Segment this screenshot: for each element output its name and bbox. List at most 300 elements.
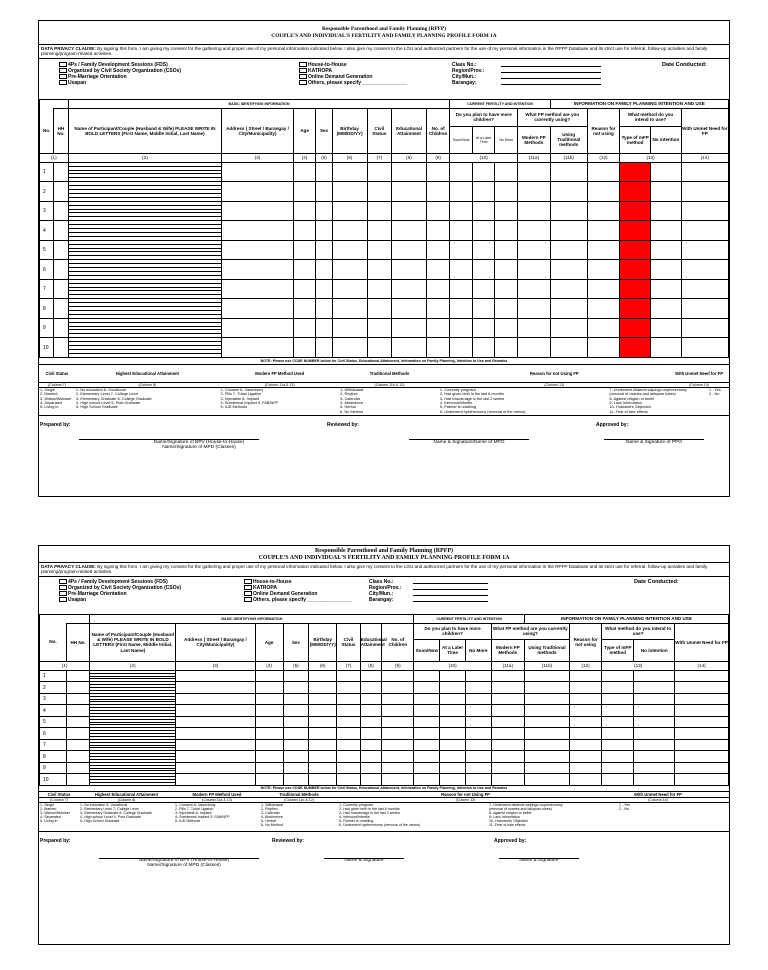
checkbox[interactable] xyxy=(59,585,67,590)
table-cell[interactable] xyxy=(66,670,90,682)
table-cell[interactable] xyxy=(360,739,381,751)
table-cell[interactable] xyxy=(681,299,728,319)
table-cell[interactable] xyxy=(382,682,414,694)
table-cell[interactable] xyxy=(283,705,309,717)
table-cell[interactable] xyxy=(367,338,392,358)
table-cell[interactable] xyxy=(634,728,675,740)
table-cell[interactable] xyxy=(332,182,367,202)
table-cell[interactable] xyxy=(316,240,332,260)
table-cell[interactable] xyxy=(675,751,729,763)
checkbox[interactable] xyxy=(299,80,307,85)
table-cell[interactable] xyxy=(332,221,367,241)
mfp-method-cell[interactable] xyxy=(620,338,651,358)
table-cell[interactable] xyxy=(651,279,682,299)
table-cell[interactable] xyxy=(392,201,427,221)
checkbox[interactable] xyxy=(59,579,67,584)
table-cell[interactable] xyxy=(332,240,367,260)
table-cell[interactable] xyxy=(309,693,337,705)
session-option[interactable] xyxy=(244,597,352,603)
table-cell[interactable] xyxy=(517,260,550,280)
table-cell[interactable] xyxy=(293,299,316,319)
table-cell[interactable] xyxy=(54,162,68,182)
table-cell[interactable] xyxy=(337,716,361,728)
table-cell[interactable] xyxy=(570,739,602,751)
mfp-method-cell[interactable] xyxy=(620,260,651,280)
table-cell[interactable] xyxy=(255,751,283,763)
table-cell[interactable] xyxy=(426,162,450,182)
table-cell[interactable] xyxy=(66,739,90,751)
table-cell[interactable] xyxy=(550,240,587,260)
table-cell[interactable] xyxy=(414,762,440,774)
table-cell[interactable] xyxy=(360,762,381,774)
table-cell[interactable] xyxy=(222,182,294,202)
table-cell[interactable] xyxy=(524,705,569,717)
table-cell[interactable] xyxy=(524,670,569,682)
table-cell[interactable] xyxy=(517,279,550,299)
participant-name-cell[interactable] xyxy=(68,260,222,280)
table-cell[interactable] xyxy=(382,751,414,763)
table-cell[interactable] xyxy=(316,221,332,241)
table-cell[interactable] xyxy=(293,221,316,241)
location-input-line[interactable] xyxy=(501,74,601,79)
table-cell[interactable] xyxy=(634,716,675,728)
table-cell[interactable] xyxy=(392,240,427,260)
table-cell[interactable] xyxy=(360,670,381,682)
participant-name-cell[interactable] xyxy=(68,162,222,182)
table-cell[interactable] xyxy=(651,338,682,358)
location-input-line[interactable] xyxy=(413,597,488,602)
table-cell[interactable] xyxy=(550,338,587,358)
table-cell[interactable] xyxy=(491,716,524,728)
table-cell[interactable] xyxy=(472,201,495,221)
table-cell[interactable] xyxy=(222,318,294,338)
participant-name-cell[interactable] xyxy=(68,221,222,241)
table-cell[interactable] xyxy=(602,716,634,728)
mfp-method-cell[interactable] xyxy=(620,162,651,182)
table-cell[interactable] xyxy=(222,221,294,241)
table-cell[interactable] xyxy=(222,260,294,280)
table-cell[interactable] xyxy=(283,670,309,682)
table-cell[interactable] xyxy=(426,318,450,338)
table-cell[interactable] xyxy=(587,201,620,221)
table-cell[interactable] xyxy=(222,201,294,221)
table-cell[interactable] xyxy=(587,260,620,280)
table-cell[interactable] xyxy=(472,338,495,358)
table-cell[interactable] xyxy=(602,682,634,694)
table-cell[interactable] xyxy=(392,260,427,280)
table-cell[interactable] xyxy=(450,338,473,358)
table-cell[interactable] xyxy=(495,240,518,260)
table-cell[interactable] xyxy=(450,221,473,241)
table-cell[interactable] xyxy=(54,299,68,319)
table-cell[interactable] xyxy=(332,318,367,338)
table-cell[interactable] xyxy=(634,670,675,682)
table-cell[interactable] xyxy=(316,201,332,221)
table-cell[interactable] xyxy=(332,338,367,358)
table-cell[interactable] xyxy=(54,201,68,221)
table-cell[interactable] xyxy=(66,774,90,786)
table-cell[interactable] xyxy=(550,221,587,241)
table-cell[interactable] xyxy=(450,182,473,202)
table-cell[interactable] xyxy=(382,716,414,728)
table-cell[interactable] xyxy=(681,240,728,260)
table-cell[interactable] xyxy=(440,682,466,694)
table-cell[interactable] xyxy=(440,774,466,786)
table-cell[interactable] xyxy=(517,201,550,221)
participant-name-cell[interactable] xyxy=(90,751,176,763)
participant-name-cell[interactable] xyxy=(68,182,222,202)
table-cell[interactable] xyxy=(176,751,255,763)
table-cell[interactable] xyxy=(651,299,682,319)
table-cell[interactable] xyxy=(54,260,68,280)
table-cell[interactable] xyxy=(634,682,675,694)
participant-name-cell[interactable] xyxy=(90,774,176,786)
checkbox[interactable] xyxy=(59,80,67,85)
table-cell[interactable] xyxy=(382,774,414,786)
table-cell[interactable] xyxy=(283,716,309,728)
table-cell[interactable] xyxy=(681,260,728,280)
table-cell[interactable] xyxy=(293,338,316,358)
table-cell[interactable] xyxy=(337,693,361,705)
table-cell[interactable] xyxy=(587,279,620,299)
table-cell[interactable] xyxy=(550,299,587,319)
table-cell[interactable] xyxy=(332,201,367,221)
table-cell[interactable] xyxy=(367,221,392,241)
table-cell[interactable] xyxy=(440,762,466,774)
table-cell[interactable] xyxy=(472,182,495,202)
table-cell[interactable] xyxy=(283,751,309,763)
table-cell[interactable] xyxy=(517,338,550,358)
table-cell[interactable] xyxy=(255,682,283,694)
table-cell[interactable] xyxy=(472,279,495,299)
table-cell[interactable] xyxy=(382,670,414,682)
table-cell[interactable] xyxy=(495,221,518,241)
table-cell[interactable] xyxy=(293,240,316,260)
table-cell[interactable] xyxy=(392,338,427,358)
table-cell[interactable] xyxy=(426,338,450,358)
checkbox[interactable] xyxy=(299,74,307,79)
table-cell[interactable] xyxy=(517,221,550,241)
table-cell[interactable] xyxy=(332,260,367,280)
table-cell[interactable] xyxy=(550,162,587,182)
table-cell[interactable] xyxy=(450,318,473,338)
table-cell[interactable] xyxy=(465,693,491,705)
location-input-line[interactable] xyxy=(413,591,488,596)
table-cell[interactable] xyxy=(316,279,332,299)
table-cell[interactable] xyxy=(392,279,427,299)
table-cell[interactable] xyxy=(517,162,550,182)
table-cell[interactable] xyxy=(651,182,682,202)
table-cell[interactable] xyxy=(472,299,495,319)
table-cell[interactable] xyxy=(465,682,491,694)
table-cell[interactable] xyxy=(337,670,361,682)
table-cell[interactable] xyxy=(382,739,414,751)
table-cell[interactable] xyxy=(392,182,427,202)
table-cell[interactable] xyxy=(176,682,255,694)
table-cell[interactable] xyxy=(283,682,309,694)
table-cell[interactable] xyxy=(222,240,294,260)
mfp-method-cell[interactable] xyxy=(620,318,651,338)
table-cell[interactable] xyxy=(570,728,602,740)
table-cell[interactable] xyxy=(414,705,440,717)
table-cell[interactable] xyxy=(634,751,675,763)
table-cell[interactable] xyxy=(472,162,495,182)
table-cell[interactable] xyxy=(450,240,473,260)
table-cell[interactable] xyxy=(316,182,332,202)
participant-name-cell[interactable] xyxy=(68,279,222,299)
table-cell[interactable] xyxy=(309,728,337,740)
table-cell[interactable] xyxy=(675,716,729,728)
checkbox[interactable] xyxy=(59,68,67,73)
table-cell[interactable] xyxy=(634,705,675,717)
table-cell[interactable] xyxy=(293,201,316,221)
checkbox[interactable] xyxy=(299,68,307,73)
checkbox[interactable] xyxy=(244,579,252,584)
table-cell[interactable] xyxy=(491,774,524,786)
table-cell[interactable] xyxy=(316,338,332,358)
table-cell[interactable] xyxy=(602,693,634,705)
table-cell[interactable] xyxy=(550,260,587,280)
table-cell[interactable] xyxy=(651,240,682,260)
table-cell[interactable] xyxy=(316,162,332,182)
participant-name-cell[interactable] xyxy=(90,705,176,717)
table-cell[interactable] xyxy=(491,682,524,694)
participant-name-cell[interactable] xyxy=(68,240,222,260)
table-cell[interactable] xyxy=(392,299,427,319)
table-cell[interactable] xyxy=(54,338,68,358)
table-cell[interactable] xyxy=(176,693,255,705)
table-cell[interactable] xyxy=(651,162,682,182)
table-cell[interactable] xyxy=(392,221,427,241)
table-cell[interactable] xyxy=(550,279,587,299)
table-cell[interactable] xyxy=(316,318,332,338)
location-input-line[interactable] xyxy=(501,62,601,67)
table-cell[interactable] xyxy=(634,739,675,751)
table-cell[interactable] xyxy=(495,260,518,280)
table-cell[interactable] xyxy=(222,279,294,299)
table-cell[interactable] xyxy=(337,774,361,786)
table-cell[interactable] xyxy=(517,182,550,202)
table-cell[interactable] xyxy=(309,762,337,774)
table-cell[interactable] xyxy=(414,716,440,728)
table-cell[interactable] xyxy=(309,739,337,751)
table-cell[interactable] xyxy=(426,279,450,299)
table-cell[interactable] xyxy=(414,774,440,786)
table-cell[interactable] xyxy=(414,682,440,694)
table-cell[interactable] xyxy=(681,338,728,358)
table-cell[interactable] xyxy=(255,739,283,751)
table-cell[interactable] xyxy=(66,705,90,717)
table-cell[interactable] xyxy=(54,221,68,241)
table-cell[interactable] xyxy=(550,182,587,202)
table-cell[interactable] xyxy=(367,260,392,280)
table-cell[interactable] xyxy=(570,705,602,717)
table-cell[interactable] xyxy=(450,201,473,221)
table-cell[interactable] xyxy=(283,762,309,774)
table-cell[interactable] xyxy=(681,182,728,202)
table-cell[interactable] xyxy=(472,318,495,338)
table-cell[interactable] xyxy=(517,318,550,338)
table-cell[interactable] xyxy=(337,762,361,774)
table-cell[interactable] xyxy=(309,682,337,694)
table-cell[interactable] xyxy=(524,774,569,786)
participant-name-cell[interactable] xyxy=(90,728,176,740)
table-cell[interactable] xyxy=(465,739,491,751)
location-input-line[interactable] xyxy=(413,579,488,584)
table-cell[interactable] xyxy=(681,162,728,182)
table-cell[interactable] xyxy=(570,693,602,705)
mfp-method-cell[interactable] xyxy=(620,182,651,202)
checkbox[interactable] xyxy=(59,62,67,67)
table-cell[interactable] xyxy=(524,693,569,705)
table-cell[interactable] xyxy=(255,728,283,740)
table-cell[interactable] xyxy=(602,728,634,740)
table-cell[interactable] xyxy=(440,693,466,705)
table-cell[interactable] xyxy=(524,682,569,694)
table-cell[interactable] xyxy=(465,670,491,682)
table-cell[interactable] xyxy=(440,728,466,740)
table-cell[interactable] xyxy=(426,260,450,280)
table-cell[interactable] xyxy=(360,751,381,763)
checkbox[interactable] xyxy=(59,597,67,602)
table-cell[interactable] xyxy=(675,739,729,751)
table-cell[interactable] xyxy=(472,221,495,241)
table-cell[interactable] xyxy=(426,221,450,241)
table-cell[interactable] xyxy=(491,705,524,717)
table-cell[interactable] xyxy=(176,774,255,786)
table-cell[interactable] xyxy=(426,201,450,221)
table-cell[interactable] xyxy=(360,682,381,694)
table-cell[interactable] xyxy=(337,682,361,694)
mfp-method-cell[interactable] xyxy=(620,279,651,299)
table-cell[interactable] xyxy=(176,705,255,717)
participant-name-cell[interactable] xyxy=(90,670,176,682)
table-cell[interactable] xyxy=(316,299,332,319)
checkbox[interactable] xyxy=(244,591,252,596)
table-cell[interactable] xyxy=(495,299,518,319)
table-cell[interactable] xyxy=(587,299,620,319)
table-cell[interactable] xyxy=(337,739,361,751)
table-cell[interactable] xyxy=(681,201,728,221)
table-cell[interactable] xyxy=(681,318,728,338)
table-cell[interactable] xyxy=(414,670,440,682)
table-cell[interactable] xyxy=(66,751,90,763)
table-cell[interactable] xyxy=(367,299,392,319)
table-cell[interactable] xyxy=(495,318,518,338)
table-cell[interactable] xyxy=(337,728,361,740)
table-cell[interactable] xyxy=(293,182,316,202)
table-cell[interactable] xyxy=(293,260,316,280)
table-cell[interactable] xyxy=(570,762,602,774)
table-cell[interactable] xyxy=(524,716,569,728)
table-cell[interactable] xyxy=(450,260,473,280)
table-cell[interactable] xyxy=(491,762,524,774)
table-cell[interactable] xyxy=(587,182,620,202)
table-cell[interactable] xyxy=(382,762,414,774)
table-cell[interactable] xyxy=(414,739,440,751)
table-cell[interactable] xyxy=(255,693,283,705)
location-input-line[interactable] xyxy=(501,80,601,85)
table-cell[interactable] xyxy=(524,751,569,763)
table-cell[interactable] xyxy=(332,279,367,299)
table-cell[interactable] xyxy=(176,762,255,774)
table-cell[interactable] xyxy=(309,670,337,682)
table-cell[interactable] xyxy=(414,693,440,705)
table-cell[interactable] xyxy=(651,260,682,280)
table-cell[interactable] xyxy=(524,739,569,751)
table-cell[interactable] xyxy=(602,739,634,751)
table-cell[interactable] xyxy=(495,338,518,358)
table-cell[interactable] xyxy=(491,693,524,705)
session-option[interactable] xyxy=(59,80,181,86)
table-cell[interactable] xyxy=(491,739,524,751)
table-cell[interactable] xyxy=(570,716,602,728)
location-field[interactable] xyxy=(452,80,601,86)
participant-name-cell[interactable] xyxy=(90,716,176,728)
table-cell[interactable] xyxy=(255,762,283,774)
table-cell[interactable] xyxy=(675,693,729,705)
table-cell[interactable] xyxy=(465,751,491,763)
table-cell[interactable] xyxy=(54,240,68,260)
table-cell[interactable] xyxy=(495,182,518,202)
table-cell[interactable] xyxy=(587,162,620,182)
table-cell[interactable] xyxy=(222,299,294,319)
table-cell[interactable] xyxy=(360,728,381,740)
checkbox[interactable] xyxy=(244,585,252,590)
mfp-method-cell[interactable] xyxy=(620,299,651,319)
table-cell[interactable] xyxy=(517,240,550,260)
checkbox[interactable] xyxy=(244,597,252,602)
table-cell[interactable] xyxy=(426,299,450,319)
table-cell[interactable] xyxy=(440,705,466,717)
table-cell[interactable] xyxy=(293,318,316,338)
table-cell[interactable] xyxy=(675,762,729,774)
session-option[interactable] xyxy=(299,80,407,86)
table-cell[interactable] xyxy=(440,739,466,751)
table-cell[interactable] xyxy=(587,221,620,241)
table-cell[interactable] xyxy=(495,279,518,299)
table-cell[interactable] xyxy=(309,774,337,786)
table-cell[interactable] xyxy=(360,774,381,786)
table-cell[interactable] xyxy=(550,318,587,338)
table-cell[interactable] xyxy=(495,162,518,182)
table-cell[interactable] xyxy=(602,774,634,786)
table-cell[interactable] xyxy=(634,762,675,774)
table-cell[interactable] xyxy=(367,182,392,202)
table-cell[interactable] xyxy=(491,670,524,682)
table-cell[interactable] xyxy=(465,705,491,717)
table-cell[interactable] xyxy=(309,751,337,763)
participant-name-cell[interactable] xyxy=(68,338,222,358)
mfp-method-cell[interactable] xyxy=(620,201,651,221)
participant-name-cell[interactable] xyxy=(68,299,222,319)
participant-name-cell[interactable] xyxy=(68,201,222,221)
table-cell[interactable] xyxy=(587,240,620,260)
table-cell[interactable] xyxy=(222,162,294,182)
checkbox[interactable] xyxy=(59,74,67,79)
table-cell[interactable] xyxy=(176,716,255,728)
table-cell[interactable] xyxy=(465,774,491,786)
table-cell[interactable] xyxy=(675,705,729,717)
table-cell[interactable] xyxy=(602,762,634,774)
table-cell[interactable] xyxy=(675,728,729,740)
table-cell[interactable] xyxy=(66,682,90,694)
table-cell[interactable] xyxy=(651,221,682,241)
table-cell[interactable] xyxy=(675,774,729,786)
table-cell[interactable] xyxy=(382,728,414,740)
table-cell[interactable] xyxy=(367,318,392,338)
table-cell[interactable] xyxy=(337,751,361,763)
